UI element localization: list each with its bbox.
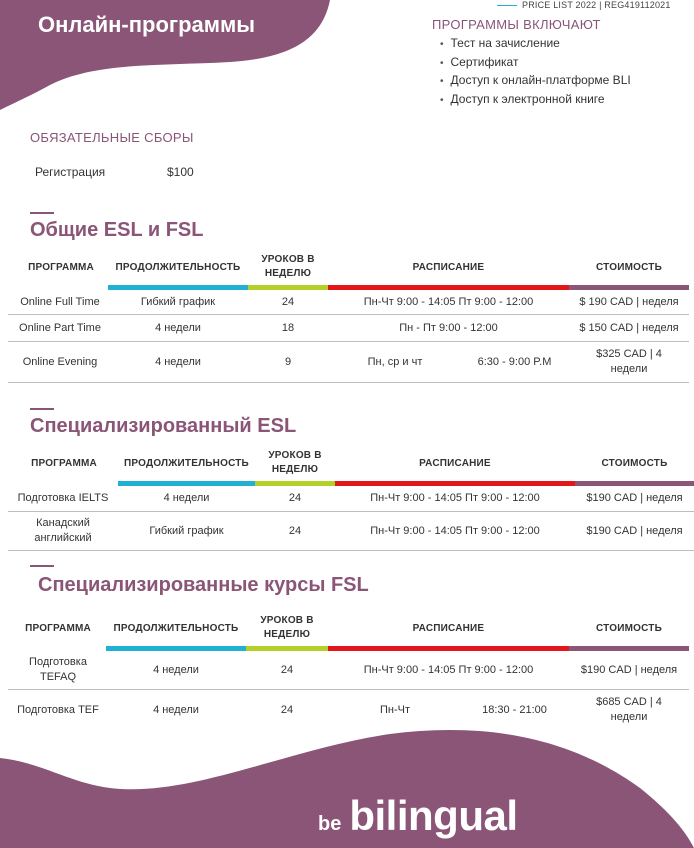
includes-item: • Тест на зачисление (440, 35, 631, 54)
cell-duration: 4 недели (153, 663, 199, 676)
col-header-lessons: УРОКОВ В НЕДЕЛЮ (261, 254, 315, 279)
section-title-fsl: Специализированные курсы FSL (38, 574, 369, 596)
section-accent-line (30, 565, 54, 567)
col-header-program: ПРОГРАММА (25, 623, 91, 634)
cell-lessons: 9 (284, 355, 292, 368)
cell-duration: 4 недели (153, 703, 199, 716)
cell-program: Online Evening (22, 355, 98, 368)
fees-heading: ОБЯЗАТЕЛЬНЫЕ СБОРЫ (30, 130, 194, 145)
cell-cost: $325 CAD | 4 недели (596, 348, 662, 375)
cell-cost: $685 CAD | 4 недели (596, 696, 662, 723)
section-title-esl: Специализированный ESL (30, 415, 297, 437)
cell-cost: $190 CAD | неделя (580, 663, 678, 676)
registration-fee: $100 (167, 165, 194, 179)
col-header-schedule: РАСПИСАНИЕ (412, 262, 485, 273)
cell-cost: $ 150 CAD | неделя (579, 321, 679, 334)
cell-duration: 4 недели (163, 491, 210, 504)
row-divider (8, 550, 694, 551)
schedule-color-bar (328, 646, 569, 651)
brand-prefix: be (318, 813, 342, 835)
price-list-code: PRICE LIST 2022 | REG419112021 (522, 0, 671, 10)
col-header-lessons: УРОКОВ В НЕДЕЛЮ (268, 450, 322, 475)
brand-logo (318, 792, 518, 840)
cost-color-bar (569, 646, 689, 651)
includes-list (440, 35, 631, 109)
duration-color-bar (106, 646, 246, 651)
cell-cost: $ 190 CAD | неделя (579, 295, 679, 308)
title-accent-line (38, 7, 62, 9)
cell-program: Online Part Time (19, 321, 101, 334)
cell-lessons: 24 (281, 295, 295, 308)
col-header-program: ПРОГРАММА (28, 262, 94, 273)
col-header-program: ПРОГРАММА (31, 458, 97, 469)
page-title: Онлайн-программы (38, 12, 256, 37)
cell-schedule: Пн - Пт 9:00 - 12:00 (399, 321, 498, 334)
col-header-schedule: РАСПИСАНИЕ (412, 623, 485, 634)
col-header-lessons: УРОКОВ В НЕДЕЛЮ (260, 615, 314, 640)
col-header-cost: СТОИМОСТЬ (601, 458, 668, 469)
includes-item: • Доступ к онлайн-платформе BLI (440, 72, 631, 91)
section-accent-line (30, 212, 54, 214)
cell-program: Подготовка TEF (17, 703, 99, 716)
cell-duration: 4 недели (155, 321, 201, 334)
cell-lessons: 24 (288, 524, 302, 537)
row-divider (8, 382, 689, 383)
cell-lessons: 18 (281, 321, 295, 334)
includes-heading: ПРОГРАММЫ ВКЛЮЧАЮТ (432, 17, 601, 32)
cell-schedule: Пн-Чт 9:00 - 14:05 Пт 9:00 - 12:00 (363, 295, 534, 308)
col-header-cost: СТОИМОСТЬ (596, 262, 662, 273)
includes-item: • Доступ к электронной книге (440, 91, 631, 110)
cell-schedule-time: 18:30 - 21:00 (482, 703, 547, 716)
col-header-duration: ПРОДОЛЖИТЕЛЬНОСТЬ (115, 262, 241, 273)
registration-label: Регистрация (35, 165, 106, 179)
cell-schedule-days: Пн, ср и чт (367, 355, 423, 368)
cell-schedule: Пн-Чт 9:00 - 14:05 Пт 9:00 - 12:00 (363, 663, 534, 676)
cell-schedule-days: Пн-Чт (379, 703, 410, 716)
cell-program: Подготовка TEFAQ (29, 656, 87, 683)
cell-duration: Гибкий график (149, 524, 224, 537)
section-accent-line (30, 408, 54, 410)
col-header-duration: ПРОДОЛЖИТЕЛЬНОСТЬ (113, 623, 239, 634)
cell-cost: $190 CAD | неделя (586, 491, 683, 504)
cell-lessons: 24 (280, 703, 294, 716)
cell-program: Online Full Time (20, 295, 100, 308)
cell-cost: $190 CAD | неделя (586, 524, 683, 537)
cell-lessons: 24 (280, 663, 294, 676)
lessons-color-bar (246, 646, 328, 651)
col-header-cost: СТОИМОСТЬ (596, 623, 662, 634)
price-list-accent-line (497, 5, 517, 6)
cell-schedule: Пн-Чт 9:00 - 14:05 Пт 9:00 - 12:00 (370, 524, 540, 537)
brand-name: bilingual (349, 792, 518, 839)
cell-schedule-time: 6:30 - 9:00 P.M (477, 355, 552, 368)
cell-lessons: 24 (288, 491, 302, 504)
col-header-schedule: РАСПИСАНИЕ (419, 458, 491, 469)
col-header-duration: ПРОДОЛЖИТЕЛЬНОСТЬ (124, 458, 249, 469)
cell-duration: Гибкий график (140, 295, 216, 308)
section-title-general: Общие ESL и FSL (30, 219, 204, 241)
cell-schedule: Пн-Чт 9:00 - 14:05 Пт 9:00 - 12:00 (370, 491, 540, 504)
cell-program: Канадский английский (34, 517, 92, 544)
cell-duration: 4 недели (155, 355, 201, 368)
cell-program: Подготовка IELTS (17, 491, 109, 504)
includes-item: • Сертификат (440, 54, 631, 73)
